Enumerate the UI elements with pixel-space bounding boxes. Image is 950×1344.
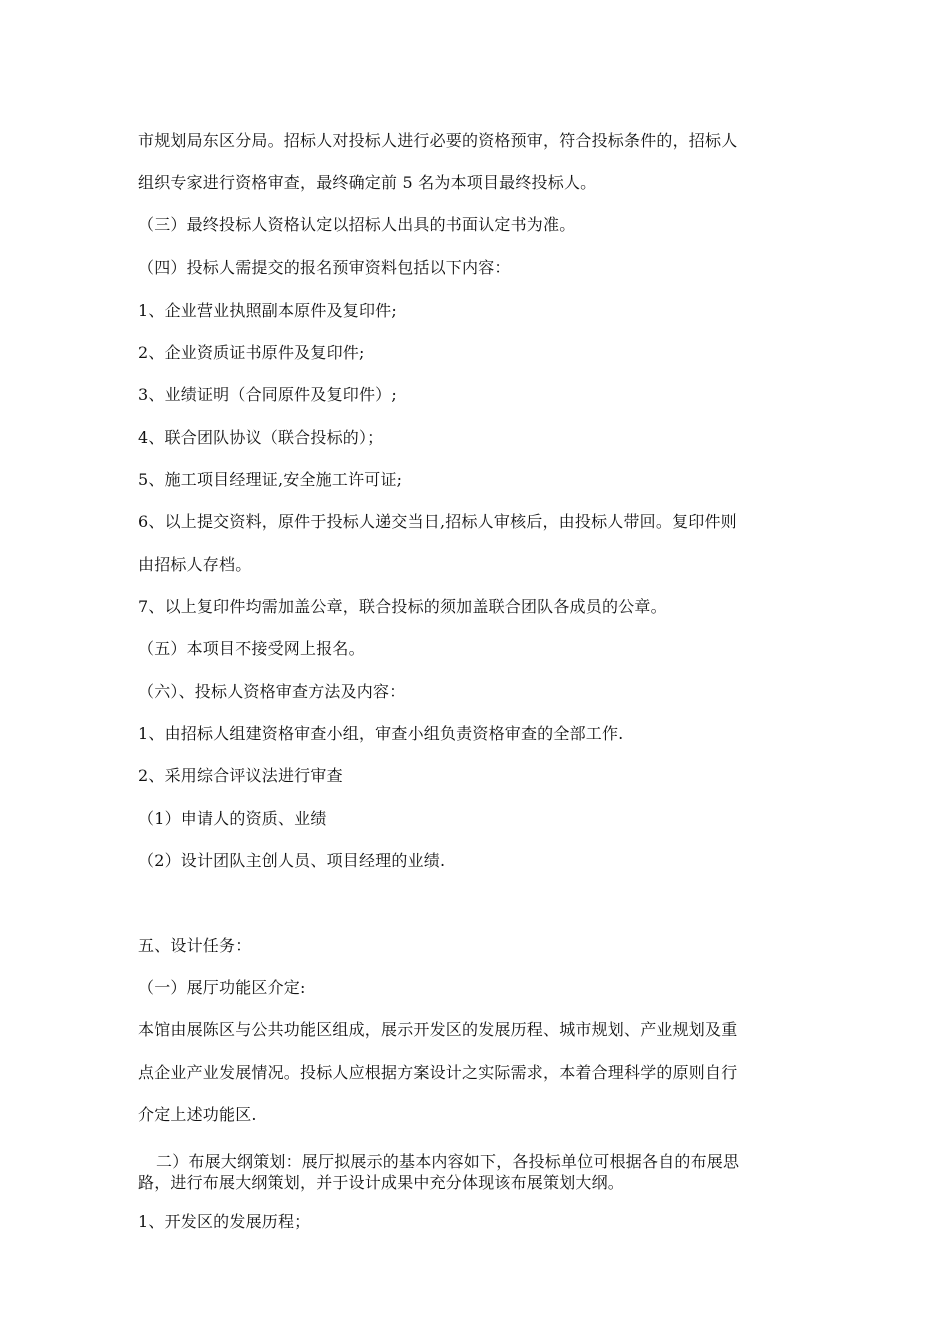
text-line: 组织专家进行资格审查，最终确定前 5 名为本项目最终投标人。 <box>138 173 597 192</box>
list-item: （2）设计团队主创人员、项目经理的业绩. <box>138 851 446 870</box>
list-item: （1）申请人的资质、业绩 <box>138 809 327 828</box>
outline-line-1: 二）布展大纲策划：展厅拟展示的基本内容如下，各投标单位可根据各自的布展思 <box>156 1152 740 1171</box>
text-line: （五）本项目不接受网上报名。 <box>138 639 365 658</box>
text-line: （三）最终投标人资格认定以招标人出具的书面认定书为准。 <box>138 215 576 234</box>
text-line: （六）、投标人资格审查方法及内容： <box>138 682 406 701</box>
text-line: 介定上述功能区. <box>138 1105 257 1124</box>
list-item: 2、采用综合评议法进行审查 <box>138 766 343 785</box>
outline-line-2: 路，进行布展大纲策划，并于设计成果中充分体现该布展策划大纲。 <box>138 1173 625 1192</box>
outline-paragraph <box>138 1151 814 1193</box>
list-item: 1、由招标人组建资格审查小组，审查小组负责资格审查的全部工作. <box>138 724 624 743</box>
list-item: 2、企业资质证书原件及复印件; <box>138 343 365 362</box>
text-line: （四）投标人需提交的报名预审资料包括以下内容： <box>138 258 511 277</box>
list-item: 3、业绩证明（合同原件及复印件）; <box>138 385 397 404</box>
list-item: 5、施工项目经理证,安全施工许可证; <box>138 470 403 489</box>
text-line: 市规划局东区分局。招标人对投标人进行必要的资格预审，符合投标条件的，招标人 <box>138 131 738 150</box>
list-item: 4、联合团队协议（联合投标的）； <box>138 428 384 447</box>
list-item: 1、企业营业执照副本原件及复印件; <box>138 301 397 320</box>
list-item: 6、以上提交资料，原件于投标人递交当日,招标人审核后，由投标人带回。复印件则 <box>138 512 737 531</box>
text-line: 点企业产业发展情况。投标人应根据方案设计之实际需求，本着合理科学的原则自行 <box>138 1063 738 1082</box>
text-line: 由招标人存档。 <box>138 555 252 574</box>
list-item: 7、以上复印件均需加盖公章，联合投标的须加盖联合团队各成员的公章。 <box>138 597 667 616</box>
text-line: 本馆由展陈区与公共功能区组成，展示开发区的发展历程、城市规划、产业规划及重 <box>138 1020 738 1039</box>
section-heading: 五、设计任务： <box>138 936 252 955</box>
list-item: 1、开发区的发展历程； <box>138 1212 311 1231</box>
subsection-heading: （一）展厅功能区介定: <box>138 978 306 997</box>
